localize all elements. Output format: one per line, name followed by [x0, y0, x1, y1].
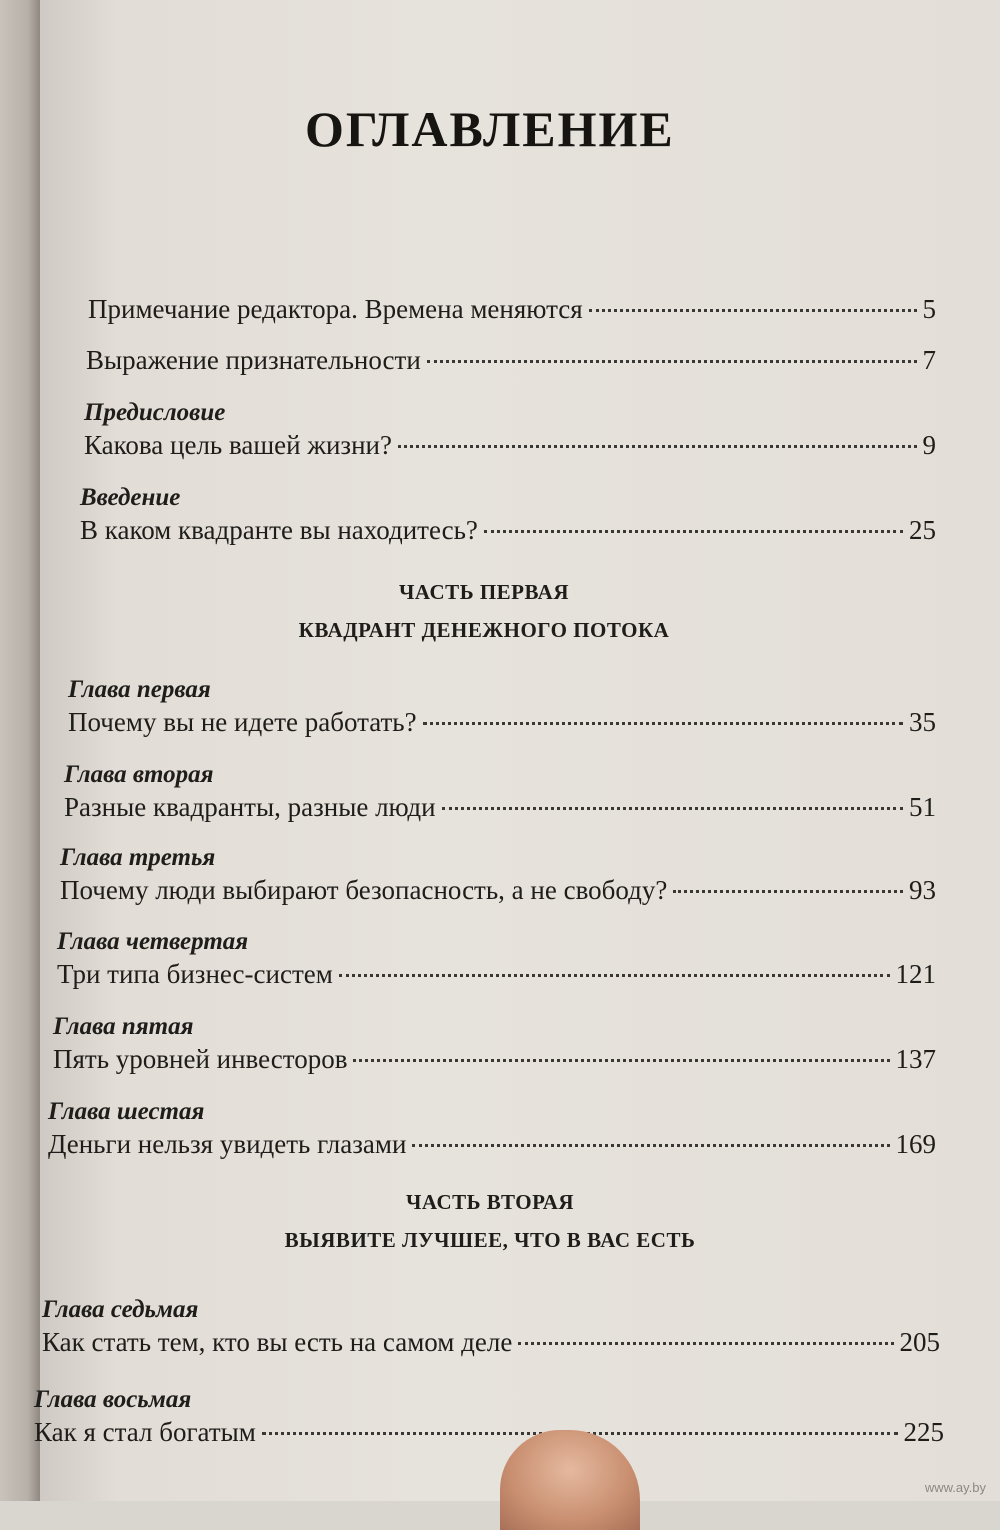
- toc-entry: [42, 1295, 940, 1359]
- page-title: ОГЛАВЛЕНИЕ: [305, 101, 675, 157]
- entry-text: Примечание редактора. Времена меняются: [88, 294, 583, 324]
- watermark: www.ay.by: [924, 1480, 986, 1495]
- leader-dots: [589, 309, 917, 312]
- page-number: 93: [909, 875, 936, 905]
- page-number: 5: [922, 294, 936, 324]
- chapter-label: Предисловие: [84, 399, 226, 426]
- chapter-label: Глава первая: [68, 676, 211, 703]
- toc-entry: [68, 675, 936, 739]
- toc-entry: [84, 398, 936, 462]
- page-number: 51: [909, 792, 936, 822]
- entry-text: Разные квадранты, разные люди: [64, 792, 436, 822]
- page-number: 225: [903, 1417, 944, 1447]
- entry-text: Как стать тем, кто вы есть на самом деле: [42, 1327, 513, 1357]
- part-name: КВАДРАНТ ДЕНЕЖНОГО ПОТОКА: [298, 618, 670, 642]
- entry-text: Три типа бизнес-систем: [57, 959, 333, 989]
- entry-text: Почему люди выбирают безопасность, а не свободу?: [60, 875, 668, 905]
- page-number: 121: [895, 959, 936, 989]
- book-page: [40, 0, 1000, 1501]
- entry-text: Почему вы не идете работать?: [68, 707, 417, 737]
- chapter-label: Глава седьмая: [42, 1296, 199, 1323]
- page-number: 35: [909, 707, 936, 737]
- entry-text: Как я стал богатым: [34, 1417, 256, 1447]
- leader-dots: [427, 360, 917, 363]
- leader-dots: [484, 530, 903, 533]
- page-number: 137: [895, 1044, 936, 1074]
- leader-dots: [423, 722, 903, 725]
- chapter-label: Введение: [80, 484, 181, 511]
- toc-entry: [57, 927, 936, 991]
- chapter-label: Глава третья: [60, 844, 216, 871]
- leader-dots: [398, 445, 917, 448]
- toc-entry: [64, 760, 936, 824]
- toc-entry: [88, 292, 936, 326]
- part-label: ЧАСТЬ ВТОРАЯ: [405, 1190, 575, 1214]
- chapter-label: Глава шестая: [48, 1098, 205, 1125]
- leader-dots: [339, 974, 890, 977]
- toc-entry: [60, 843, 936, 907]
- part-heading: [90, 1185, 890, 1257]
- leader-dots: [673, 890, 903, 893]
- leader-dots: [518, 1342, 893, 1345]
- chapter-label: Глава пятая: [53, 1013, 194, 1040]
- part-name: ВЫЯВИТЕ ЛУЧШЕЕ, ЧТО В ВАС ЕСТЬ: [284, 1228, 696, 1252]
- page-number: 25: [909, 515, 936, 545]
- page-number: 9: [922, 430, 936, 460]
- part-label: ЧАСТЬ ПЕРВАЯ: [398, 580, 570, 604]
- entry-text: Пять уровней инвесторов: [53, 1044, 348, 1074]
- chapter-label: Глава восьмая: [34, 1386, 192, 1413]
- page-number: 169: [895, 1129, 936, 1159]
- entry-text: Какова цель вашей жизни?: [84, 430, 392, 460]
- toc-entry: [34, 1385, 944, 1449]
- toc-entry: [86, 343, 936, 377]
- leader-dots: [412, 1144, 889, 1147]
- entry-text: Деньги нельзя увидеть глазами: [48, 1129, 407, 1159]
- toc-entry: [80, 483, 936, 547]
- leader-dots: [442, 807, 903, 810]
- page-number: 7: [922, 345, 936, 375]
- leader-dots: [353, 1059, 889, 1062]
- page-number: 205: [899, 1327, 940, 1357]
- adjacent-page-edge: [0, 0, 40, 1501]
- chapter-label: Глава четвертая: [57, 928, 249, 955]
- toc-entry: [48, 1097, 936, 1161]
- chapter-label: Глава вторая: [64, 761, 214, 788]
- part-heading: [84, 575, 884, 647]
- toc-entry: [53, 1012, 936, 1076]
- entry-text: Выражение признательности: [86, 345, 421, 375]
- entry-text: В каком квадранте вы находитесь?: [80, 515, 478, 545]
